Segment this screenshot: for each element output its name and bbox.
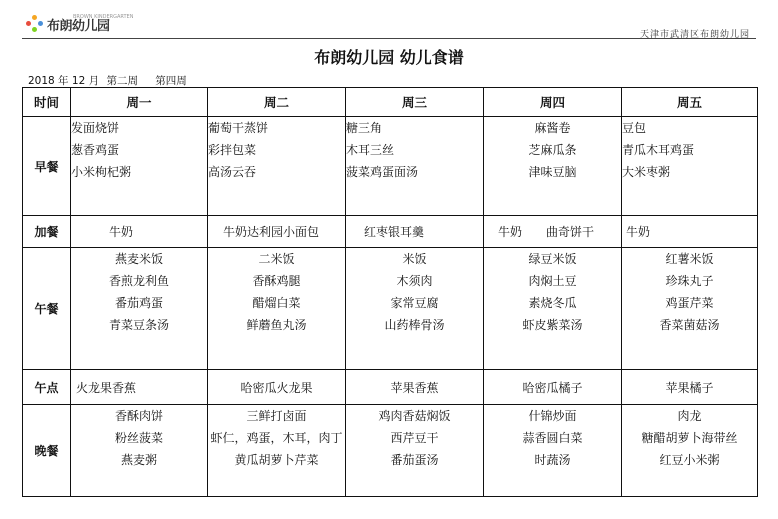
- logo-text: 布朗幼儿园: [47, 18, 110, 34]
- menu-cell: [622, 216, 758, 248]
- dish: 哈密瓜橘子: [522, 380, 583, 395]
- dish: 糖醋胡萝卜海带丝: [641, 431, 738, 445]
- menu-cell: [484, 117, 622, 216]
- dish: 燕麦米饭: [114, 252, 163, 266]
- dish: 菠菜鸡蛋面汤: [346, 165, 419, 179]
- dish: 小米枸杞粥: [71, 165, 132, 179]
- dish: 津味豆脑: [528, 165, 577, 179]
- menu-cell: [71, 405, 208, 497]
- menu-cell: [71, 248, 208, 370]
- menu-cell: [484, 248, 622, 370]
- dish: 番茄鸡蛋: [114, 296, 163, 310]
- logo-icon: [26, 15, 44, 33]
- dish: 粉丝菠菜: [114, 431, 163, 445]
- dish: 发面烧饼: [71, 121, 120, 135]
- dish: 彩拌包菜: [208, 143, 257, 157]
- menu-cell: [346, 216, 484, 248]
- dish: 鲜蘑鱼丸汤: [246, 318, 307, 332]
- dish: 木须肉: [396, 274, 433, 288]
- dish: 哈密瓜火龙果: [240, 380, 313, 395]
- dish: 虾仁，鸡蛋，木耳，肉丁: [210, 431, 343, 445]
- col-header-thu: 周四: [484, 88, 622, 117]
- dish: 二米饭: [258, 252, 295, 266]
- dish: 牛奶 曲奇饼干: [498, 225, 595, 239]
- menu-cell: [71, 370, 208, 405]
- dish: 木耳三丝: [346, 143, 395, 157]
- table-row-dinner: [23, 405, 758, 497]
- dish: 鸡肉香菇焖饭: [378, 409, 451, 423]
- table-row-lunch: [23, 248, 758, 370]
- dish: 牛奶达利园小面包: [223, 225, 320, 239]
- dish: 三鲜打卤面: [246, 409, 307, 423]
- dish: 麻酱卷: [534, 121, 571, 135]
- dish: 牛奶: [109, 225, 134, 239]
- menu-cell: [346, 117, 484, 216]
- dish: 醋熘白菜: [252, 296, 301, 310]
- dish: 西芹豆干: [390, 431, 439, 445]
- dish: 青瓜木耳鸡蛋: [622, 143, 695, 157]
- menu-cell: [346, 370, 484, 405]
- dish: 米饭: [402, 252, 427, 266]
- dish: 大米枣粥: [622, 165, 671, 179]
- meal-label-afternoon-snack: 午点: [23, 370, 71, 405]
- table-row-breakfast: [23, 117, 758, 216]
- meal-label-lunch: 午餐: [23, 248, 71, 370]
- menu-cell: [622, 117, 758, 216]
- table-row-afternoon-snack: [23, 370, 758, 405]
- dish: 苹果橘子: [665, 380, 714, 395]
- menu-cell: [71, 216, 208, 248]
- menu-cell: [484, 370, 622, 405]
- dish: 芝麻瓜条: [528, 143, 577, 157]
- col-header-tue: 周二: [208, 88, 346, 117]
- dish: 鸡蛋芹菜: [665, 296, 714, 310]
- col-header-mon: 周一: [71, 88, 208, 117]
- dish: 豆包: [622, 121, 647, 135]
- meal-label-snack: 加餐: [23, 216, 71, 248]
- col-header-wed: 周三: [346, 88, 484, 117]
- menu-cell: [208, 248, 346, 370]
- dish: 红豆小米粥: [659, 453, 720, 467]
- dish: 家常豆腐: [390, 296, 439, 310]
- dish: 虾皮紫菜汤: [522, 318, 583, 332]
- dish: 时蔬汤: [534, 453, 571, 467]
- dish: 青菜豆条汤: [108, 318, 169, 332]
- menu-cell: [208, 370, 346, 405]
- menu-cell: [71, 117, 208, 216]
- menu-cell: [622, 370, 758, 405]
- dish: 火龙果香蕉: [76, 380, 137, 395]
- dish: 红薯米饭: [665, 252, 714, 266]
- dish: 肉龙: [677, 409, 702, 423]
- dish: 香酥鸡腿: [252, 274, 301, 288]
- dish: 葡萄干蒸饼: [208, 121, 269, 135]
- table-row-snack: [23, 216, 758, 248]
- menu-cell: [208, 405, 346, 497]
- header-row: [23, 88, 758, 117]
- dish: 蒜香圆白菜: [522, 431, 583, 445]
- menu-cell: [208, 117, 346, 216]
- dish: 红枣银耳羹: [364, 225, 425, 239]
- dish: 山药棒骨汤: [384, 318, 445, 332]
- dish: 香菜菌菇汤: [659, 318, 720, 332]
- menu-cell: [622, 405, 758, 497]
- page-header: [0, 0, 778, 40]
- logo-subtext: BROWN KINDERGARTEN: [73, 14, 134, 20]
- meal-label-dinner: 晚餐: [23, 405, 71, 497]
- menu-cell: [346, 248, 484, 370]
- dish: 高汤云吞: [208, 165, 257, 179]
- dish: 绿豆米饭: [528, 252, 577, 266]
- menu-cell: [208, 216, 346, 248]
- header-divider: [22, 38, 756, 39]
- dish: 珍珠丸子: [665, 274, 714, 288]
- col-header-fri: 周五: [622, 88, 758, 117]
- dish: 番茄蛋汤: [390, 453, 439, 467]
- week-b: 第四周: [155, 75, 187, 87]
- school-name-right: 天津市武清区布朗幼儿园: [639, 30, 750, 40]
- dish: 燕麦粥: [120, 453, 157, 467]
- menu-cell: [484, 405, 622, 497]
- dish: 什锦炒面: [528, 409, 577, 423]
- dish: 香酥肉饼: [114, 409, 163, 423]
- dish: 牛奶: [626, 225, 651, 239]
- dish: 香煎龙利鱼: [108, 274, 169, 288]
- dish: 葱香鸡蛋: [71, 143, 120, 157]
- meal-label-breakfast: 早餐: [23, 117, 71, 216]
- dish: 肉焖土豆: [528, 274, 577, 288]
- dish: 黄瓜胡萝卜芹菜: [234, 453, 319, 467]
- page-title: 布朗幼儿园 幼儿食谱: [314, 48, 464, 67]
- week-a: 第二周: [106, 75, 138, 87]
- dish: 素烧冬瓜: [528, 296, 577, 310]
- kindergarten-logo: [26, 13, 134, 35]
- menu-cell: [622, 248, 758, 370]
- year-month: 2018 年 12 月: [28, 75, 100, 87]
- menu-cell: [346, 405, 484, 497]
- col-header-time: 时间: [23, 88, 71, 117]
- date-week-line: [28, 73, 191, 88]
- menu-cell: [484, 216, 622, 248]
- dish: 苹果香蕉: [390, 380, 439, 395]
- menu-table: [22, 87, 758, 497]
- dish: 糖三角: [346, 121, 383, 135]
